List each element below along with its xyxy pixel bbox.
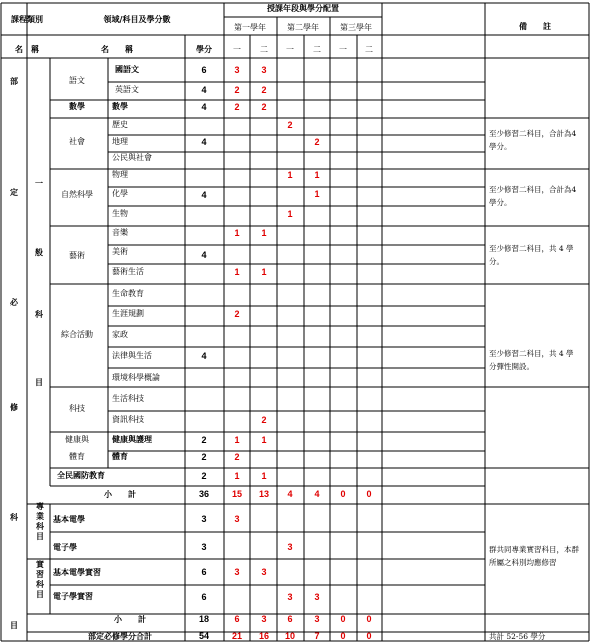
alloc-value: 3 <box>261 65 267 75</box>
domain-chinese: 語文 <box>69 76 85 85</box>
side-professional-char: 業 <box>36 511 44 521</box>
subject-health-nursing: 健康與護理 <box>112 434 152 444</box>
alloc-value: 15 <box>231 489 243 499</box>
alloc-value: 1 <box>287 209 293 219</box>
alloc-value: 1 <box>314 189 320 199</box>
credits-basic-electricity-lab: 6 <box>201 567 207 577</box>
credits-basic-electricity: 3 <box>201 514 207 524</box>
alloc-value: 0 <box>340 631 346 641</box>
domain-social: 社會 <box>69 137 85 146</box>
header-sem-5: 一 <box>339 45 347 54</box>
alloc-value: 2 <box>234 102 240 112</box>
subject-life-tech: 生活科技 <box>112 394 144 403</box>
alloc-value: 2 <box>234 309 240 319</box>
side-general-char: 科 <box>35 309 43 319</box>
domain-health: 健康與 <box>65 435 89 444</box>
alloc-value: 2 <box>261 415 267 425</box>
alloc-value: 0 <box>340 614 346 624</box>
alloc-value: 3 <box>261 614 267 624</box>
alloc-value: 10 <box>284 631 296 641</box>
header-sem-6: 二 <box>365 45 373 54</box>
subject-electronics-lab: 電子學實習 <box>53 591 93 601</box>
alloc-value: 6 <box>234 614 240 624</box>
domain-defense: 全民國防教育 <box>57 470 105 480</box>
remark-professional: 所屬之科別均應修習 <box>489 558 557 567</box>
pro-subtotal-label: 小 計 <box>114 614 146 624</box>
subject-basic-electricity-lab: 基本電學實習 <box>53 567 101 577</box>
domain-math: 數學 <box>69 101 85 111</box>
subject-chemistry: 化學 <box>112 189 128 198</box>
alloc-value: 7 <box>314 631 320 641</box>
remark-science: 學分。 <box>489 198 512 207</box>
alloc-value: 1 <box>287 170 293 180</box>
header-credits: 學分 <box>196 44 212 54</box>
credits-chinese-lit: 6 <box>201 65 207 75</box>
header-year-3: 第三學年 <box>340 23 372 32</box>
remark-social: 學分。 <box>489 142 512 151</box>
header-field-subject-credits: 領域/科目及學分數 <box>103 14 171 24</box>
subject-info-tech: 資訊科技 <box>112 415 144 424</box>
alloc-value: 2 <box>314 137 320 147</box>
subject-pe: 體育 <box>112 451 128 461</box>
subject-physics: 物理 <box>112 170 128 179</box>
alloc-value: 1 <box>261 267 267 277</box>
side-professional-char: 目 <box>36 531 44 541</box>
subject-music: 音樂 <box>112 228 128 237</box>
side-practical-char: 實 <box>36 559 44 569</box>
subject-fine-arts: 美術 <box>112 247 128 256</box>
alloc-value: 0 <box>340 489 346 499</box>
subject-career: 生涯規劃 <box>112 309 144 318</box>
subject-chinese-lit: 國語文 <box>115 64 139 74</box>
alloc-value: 2 <box>234 452 240 462</box>
remark-professional: 群共同專業實習科目，本群 <box>489 545 579 554</box>
header-name: 名 稱 <box>15 44 39 54</box>
side-professional-char: 科 <box>36 521 44 531</box>
side-professional-char: 專 <box>36 501 44 511</box>
alloc-value: 3 <box>261 567 267 577</box>
alloc-value: 2 <box>287 120 293 130</box>
side-dept-char: 目 <box>10 620 18 630</box>
side-dept-char: 修 <box>10 402 18 412</box>
header-sem-3: 一 <box>286 45 294 54</box>
subject-law: 法律與生活 <box>112 351 152 360</box>
alloc-value: 1 <box>261 228 267 238</box>
side-dept-char: 定 <box>10 187 18 197</box>
alloc-value: 1 <box>234 471 240 481</box>
side-general-char: 般 <box>35 247 43 257</box>
alloc-value: 21 <box>231 631 243 641</box>
side-dept-char: 部 <box>10 76 18 86</box>
alloc-value: 0 <box>366 614 372 624</box>
credits-english: 4 <box>201 85 207 95</box>
credits-health-nursing: 2 <box>201 435 207 445</box>
alloc-value: 3 <box>314 614 320 624</box>
remark-social: 至少修習二科目，合計為4 <box>489 129 577 138</box>
subject-env: 環境科學概論 <box>112 373 160 382</box>
remark-arts: 分。 <box>489 257 504 266</box>
side-practical-char: 科 <box>36 579 44 589</box>
alloc-value: 0 <box>366 489 372 499</box>
credits-electronics-lab: 6 <box>201 592 207 602</box>
credits-arts: 4 <box>201 250 207 260</box>
alloc-value: 3 <box>314 592 320 602</box>
subject-life-edu: 生命教育 <box>112 289 144 298</box>
alloc-value: 16 <box>258 631 270 641</box>
credits-pro-subtotal: 18 <box>198 614 210 624</box>
credits-integrated: 4 <box>201 351 207 361</box>
grand-total-label: 部定必修學分合計 <box>88 631 152 641</box>
alloc-value: 2 <box>234 85 240 95</box>
credits-grand-total: 54 <box>198 631 210 641</box>
side-dept-char: 必 <box>10 297 18 307</box>
alloc-value: 13 <box>258 489 270 499</box>
subject-math: 數學 <box>112 101 128 111</box>
remark-science: 至少修習二科目，合計為4 <box>489 185 577 194</box>
subject-geography: 地理 <box>112 137 128 146</box>
remark-arts: 至少修習二科目，共 4 學 <box>489 244 574 253</box>
remark-integrated: 至少修習二科目，共 4 學 <box>489 349 574 358</box>
alloc-value: 1 <box>261 435 267 445</box>
credits-social: 4 <box>201 137 207 147</box>
header-year-1: 第一學年 <box>234 23 266 32</box>
alloc-value: 1 <box>314 170 320 180</box>
credits-math: 4 <box>201 102 207 112</box>
header-allocation: 授課年段與學分配置 <box>267 3 339 13</box>
subject-english: 英語文 <box>115 85 139 94</box>
side-general-char: 一 <box>35 178 43 188</box>
alloc-value: 1 <box>234 228 240 238</box>
alloc-value: 4 <box>314 489 320 499</box>
credits-electronics: 3 <box>201 542 207 552</box>
alloc-value: 3 <box>287 542 293 552</box>
remark-total: 共計 52-56 學分 <box>489 632 546 641</box>
header-sem-2: 二 <box>260 45 268 54</box>
alloc-value: 2 <box>261 85 267 95</box>
subject-history: 歷史 <box>112 120 128 129</box>
domain-arts: 藝術 <box>69 251 85 260</box>
side-practical-char: 目 <box>36 589 44 599</box>
alloc-value: 3 <box>234 65 240 75</box>
credits-pe: 2 <box>201 452 207 462</box>
domain-integrated: 綜合活動 <box>61 330 93 339</box>
credits-general-subtotal: 36 <box>198 489 210 499</box>
remark-integrated: 分彈性開設。 <box>489 362 534 371</box>
alloc-value: 2 <box>261 102 267 112</box>
alloc-value: 4 <box>287 489 293 499</box>
header-subject-name: 名 稱 <box>101 44 133 54</box>
subject-home-ec: 家政 <box>112 330 128 339</box>
alloc-value: 3 <box>234 567 240 577</box>
alloc-value: 1 <box>261 471 267 481</box>
domain-tech: 科技 <box>69 404 85 413</box>
credits-science: 4 <box>201 190 207 200</box>
header-remarks: 備 註 <box>519 21 551 31</box>
subject-arts-life: 藝術生活 <box>112 267 144 276</box>
side-general-char: 目 <box>35 377 43 387</box>
alloc-value: 1 <box>234 435 240 445</box>
general-subtotal-label: 小 計 <box>104 489 136 499</box>
header-year-2: 第二學年 <box>287 23 319 32</box>
alloc-value: 1 <box>234 267 240 277</box>
header-sem-1: 一 <box>233 45 241 54</box>
credits-defense: 2 <box>201 471 207 481</box>
domain-science: 自然科學 <box>61 190 93 199</box>
header-category: 課程類別 <box>11 14 43 24</box>
side-dept-char: 科 <box>10 512 18 522</box>
domain-health: 體育 <box>69 452 85 461</box>
header-sem-4: 二 <box>313 45 321 54</box>
subject-basic-electricity: 基本電學 <box>53 514 85 524</box>
side-practical-char: 習 <box>36 569 44 579</box>
subject-electronics: 電子學 <box>53 542 77 552</box>
alloc-value: 0 <box>366 631 372 641</box>
alloc-value: 6 <box>287 614 293 624</box>
alloc-value: 3 <box>234 514 240 524</box>
subject-biology: 生物 <box>112 209 128 218</box>
subject-civics: 公民與社會 <box>112 153 152 162</box>
alloc-value: 3 <box>287 592 293 602</box>
